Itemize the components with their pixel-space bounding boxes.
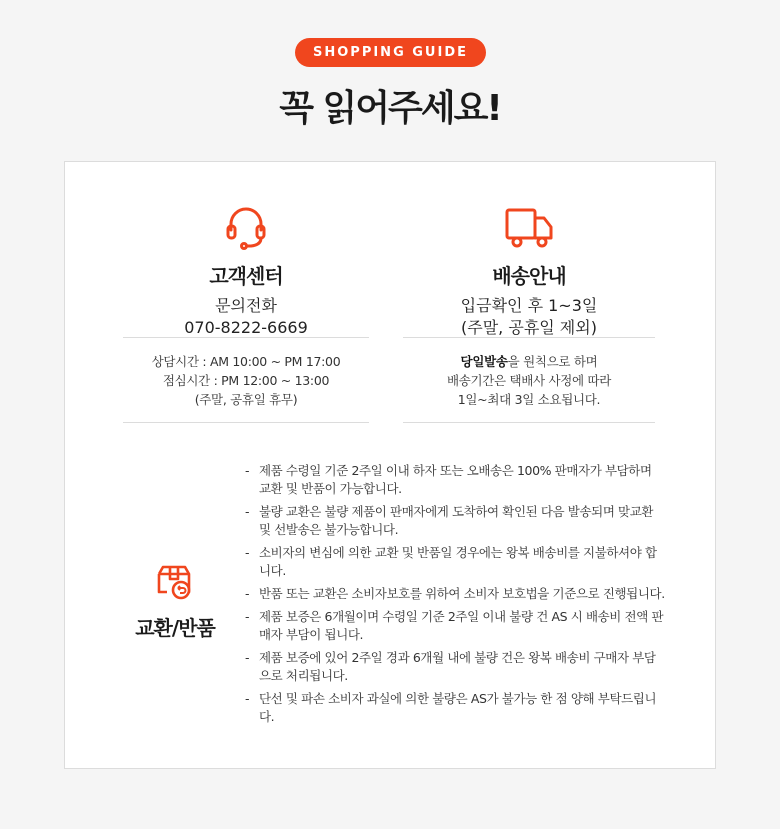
same-day-bold: 당일발송 [460,354,508,369]
list-item: - 제품 보증에 있어 2주일 경과 6개월 내에 불량 건은 왕복 배송비 구매자 부담으로 처리됩니다. [245,649,665,685]
truck-icon [504,204,554,250]
divider [123,337,369,338]
shipping-info [403,352,655,409]
list-item: - 불량 교환은 불량 제품이 판매자에게 도착하여 확인된 다음 발송되며 맞교환 및 선발송은 불가능합니다. [245,503,665,539]
same-day-line [403,352,655,371]
shipping-title: 배송안내 [492,264,566,288]
shipping-period: 입금확인 후 1~3일 [460,296,598,315]
list-item: - 제품 수령일 기준 2주일 이내 하자 또는 오배송은 100% 판매자가 부담하며 교환 및 반품이 가능합니다. [245,462,665,498]
inquiry-label: 문의전화 [215,296,277,315]
guide-card [64,161,716,769]
shipping-info-line: 배송기간은 택배사 사정에 따라 [446,373,612,388]
list-item: - 반품 또는 교환은 소비자보호를 위하여 소비자 보호법을 기준으로 진행됩니다. [245,585,665,603]
consult-hours-line: 상담시간 : AM 10:00 ~ PM 17:00 [151,354,341,369]
shipping-section [403,202,655,339]
shipping-info-line: 1일~최대 3일 소요됩니다. [457,392,601,407]
customer-center-title: 고객센터 [209,264,283,288]
divider [123,422,369,423]
return-box-icon [155,562,195,602]
list-item: - 소비자의 변심에 의한 교환 및 반품일 경우에는 왕복 배송비를 지불하셔야 합니다. [245,544,665,580]
shopping-guide-badge: SHOPPING GUIDE [295,38,486,67]
divider [403,422,655,423]
list-item: - 제품 보증은 6개월이며 수령일 기준 2주일 이내 불량 건 AS 시 배송비 전액 판매자 부담이 됩니다. [245,608,665,644]
returns-notes [245,462,665,731]
divider [403,337,655,338]
returns-title: 교환/반품 [135,616,215,640]
phone-number: 070-8222-6669 [184,318,308,337]
headset-icon [223,204,269,250]
lunch-hours-line: 점심시간 : PM 12:00 ~ 13:00 [162,373,330,388]
same-day-rest: 을 원칙으로 하며 [507,354,598,369]
customer-center-section [123,202,369,339]
returns-section [115,562,235,641]
holiday-note: (주말, 공휴일 휴무) [194,392,298,407]
page-title: 꼭 읽어주세요! [279,88,501,129]
consult-hours [120,352,372,409]
shipping-exclusion: (주말, 공휴일 제외) [461,318,597,337]
list-item: - 단선 및 파손 소비자 과실에 의한 불량은 AS가 불가능 한 점 양해 부탁드립니다. [245,690,665,726]
